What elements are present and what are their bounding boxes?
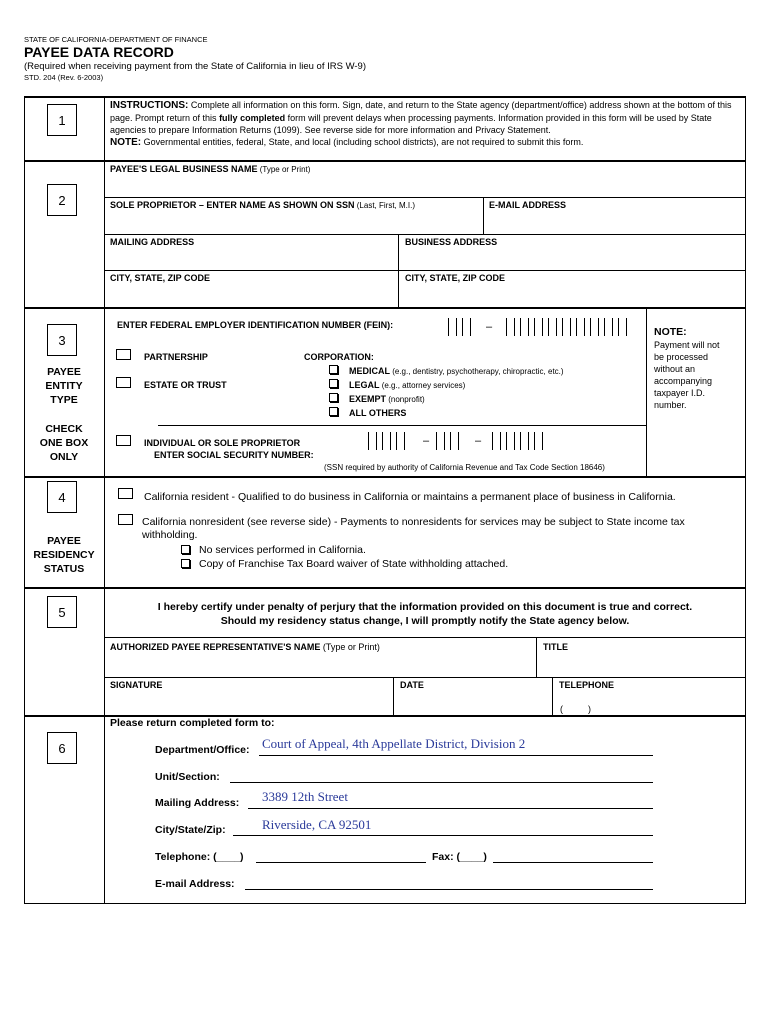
- label-line: PAYEE: [47, 535, 81, 547]
- city-state-zip-field-6[interactable]: Riverside, CA 92501: [262, 817, 372, 832]
- exempt-label: EXEMPT: [349, 394, 387, 404]
- note-line: number.: [654, 400, 687, 410]
- fax-underline: [493, 862, 653, 863]
- email-label-6: E-mail Address:: [155, 878, 235, 890]
- fein-input[interactable]: [448, 318, 628, 338]
- label-line: RESIDENCY: [33, 549, 95, 561]
- city-state-zip-label-1: CITY, STATE, ZIP CODE: [110, 273, 211, 283]
- col-divider: [398, 234, 399, 308]
- title-label: TITLE: [543, 642, 568, 652]
- department-header: STATE OF CALIFORNIA-DEPARTMENT OF FINANCE: [24, 35, 208, 44]
- instructions-bold: fully completed: [219, 113, 286, 123]
- all-others-label: ALL OTHERS: [349, 408, 407, 418]
- frame-top: [24, 96, 746, 98]
- label-line: TYPE: [50, 394, 78, 406]
- note-title: NOTE:: [654, 326, 687, 338]
- frame-bottom: [24, 903, 746, 904]
- sole-prop-label-text: SOLE PROPRIETOR – ENTER NAME AS SHOWN ON SSN: [110, 200, 355, 210]
- date-field[interactable]: [396, 692, 550, 713]
- signature-label: SIGNATURE: [110, 680, 163, 690]
- ssn-dash-2: –: [475, 435, 482, 447]
- exempt-hint: (nonprofit): [386, 395, 425, 404]
- note-text: Governmental entities, federal, State, and local (including school districts), are not required to submit this form.: [141, 137, 584, 147]
- note-line: be processed: [654, 352, 709, 362]
- department-label: Department/Office:: [155, 744, 250, 756]
- partnership-checkbox[interactable]: [116, 349, 131, 360]
- ssn-note: (SSN required by authority of California Revenue and Tax Code Section 18646): [324, 463, 605, 472]
- form-subtitle: (Required when receiving payment from the State of California in lieu of IRS W-9): [24, 61, 366, 72]
- ftb-waiver-checkbox[interactable]: [181, 559, 190, 568]
- ftb-waiver-label: Copy of Franchise Tax Board waiver of State withholding attached.: [199, 558, 509, 570]
- unit-label: Unit/Section:: [155, 771, 220, 783]
- row-divider: [104, 234, 746, 235]
- col-divider: [483, 197, 484, 234]
- estate-or-trust-label: ESTATE OR TRUST: [144, 380, 227, 390]
- legal-option: [349, 380, 465, 390]
- mailing-underline: [248, 808, 653, 809]
- mailing-address-field-6[interactable]: 3389 12th Street: [262, 789, 348, 804]
- telephone-field-6[interactable]: [256, 847, 426, 862]
- all-others-checkbox[interactable]: [329, 407, 338, 416]
- note-line: taxpayer I.D.: [654, 388, 706, 398]
- legal-label: LEGAL: [349, 380, 380, 390]
- section-3-number: 3: [47, 324, 77, 356]
- col-divider: [393, 677, 394, 715]
- col-divider: [552, 677, 553, 715]
- telephone-label-6: Telephone: (____): [155, 851, 244, 863]
- business-address-field[interactable]: [401, 249, 744, 269]
- city-state-zip-label-2: CITY, STATE, ZIP CODE: [405, 273, 506, 283]
- city-underline: [233, 835, 653, 836]
- corporation-label: CORPORATION:: [304, 352, 374, 362]
- ca-nonresident-label: [142, 516, 685, 542]
- ssn-label: ENTER SOCIAL SECURITY NUMBER:: [154, 450, 314, 460]
- fax-field[interactable]: [493, 847, 653, 862]
- fein-label: ENTER FEDERAL EMPLOYER IDENTIFICATION NUMBER (FEIN):: [117, 320, 394, 330]
- rep-name-label: [110, 642, 380, 652]
- section-3-bottom: [24, 476, 746, 478]
- medical-option: [349, 366, 564, 376]
- row-divider: [104, 637, 746, 638]
- certify-line-1: I hereby certify under penalty of perjury that the information provided on this document is true and correct.: [157, 601, 693, 613]
- frame-left: [24, 96, 25, 904]
- certify-line-2: Should my residency status change, I will promptly notify the State agency below.: [220, 615, 630, 627]
- label-line: ONLY: [49, 451, 79, 463]
- individual-label: INDIVIDUAL OR SOLE PROPRIETOR: [144, 438, 301, 448]
- section-4-bottom: [24, 587, 746, 589]
- sole-prop-field[interactable]: [106, 212, 481, 233]
- department-underline: [259, 755, 653, 756]
- fax-label: Fax: (____): [432, 851, 487, 863]
- instructions-text-b: form will prevent delays when processing payments. Information provided in this form will be used by State agencies to prepare Information Returns (1099). See reverse side for more information and Privacy Statement.: [110, 113, 712, 135]
- no-services-label: No services performed in California.: [199, 544, 366, 556]
- entity-divider: [158, 425, 646, 426]
- email-field-6[interactable]: [245, 874, 653, 889]
- email-label: E-MAIL ADDRESS: [489, 200, 567, 210]
- nonresident-line-2: withholding.: [142, 529, 198, 541]
- unit-field[interactable]: [232, 766, 652, 781]
- note-line: without an: [654, 364, 696, 374]
- rep-name-hint: (Type or Print): [320, 642, 380, 652]
- return-label: Please return completed form to:: [110, 717, 275, 729]
- rep-name-field[interactable]: [106, 654, 534, 675]
- estate-or-trust-checkbox[interactable]: [116, 377, 131, 388]
- section-1-number: 1: [47, 104, 77, 136]
- telephone-underline: [256, 862, 426, 863]
- section-2-bottom: [24, 307, 746, 309]
- legal-name-label: [110, 164, 310, 174]
- section-2-number: 2: [47, 184, 77, 216]
- payee-entity-type-label: [30, 365, 98, 407]
- individual-checkbox[interactable]: [116, 435, 131, 446]
- label-line: STATUS: [43, 563, 85, 575]
- payee-residency-status-label: [26, 534, 102, 576]
- form-title: PAYEE DATA RECORD: [24, 44, 174, 60]
- section-1-bottom: [24, 160, 746, 162]
- email-underline: [245, 889, 653, 890]
- instructions-text-a: Complete all information on this form. Sign, date, and return to the State agency (department/office) address shown at the bottom of this page. Prompt return of this: [110, 100, 732, 123]
- instructions-label: INSTRUCTIONS:: [110, 100, 189, 111]
- email-field[interactable]: [486, 212, 744, 233]
- note-line: accompanying: [654, 376, 713, 386]
- rep-name-label-text: AUTHORIZED PAYEE REPRESENTATIVE'S NAME: [110, 642, 321, 652]
- medical-hint: (e.g., dentistry, psychotherapy, chiropractic, etc.): [390, 367, 564, 376]
- ca-nonresident-checkbox[interactable]: [118, 514, 133, 525]
- form-number: STD. 204 (Rev. 6-2003): [24, 73, 104, 82]
- legal-name-field[interactable]: [106, 175, 744, 196]
- row-divider: [104, 270, 746, 271]
- label-column-divider: [104, 96, 105, 904]
- city-state-zip-label-6: City/State/Zip:: [155, 824, 226, 836]
- label-line: ENTITY: [45, 380, 83, 392]
- medical-label: MEDICAL: [349, 366, 390, 376]
- ca-resident-checkbox[interactable]: [118, 488, 133, 499]
- note-divider: [646, 309, 647, 476]
- medical-checkbox[interactable]: [329, 365, 338, 374]
- title-field[interactable]: [539, 654, 744, 675]
- frame-right: [745, 96, 746, 904]
- check-one-box-label: [30, 422, 98, 464]
- city-state-zip-field-1[interactable]: [106, 285, 396, 306]
- date-label: DATE: [400, 680, 424, 690]
- row-divider: [104, 197, 746, 198]
- note-label: NOTE:: [110, 137, 142, 148]
- partnership-label: PARTNERSHIP: [144, 352, 208, 362]
- legal-checkbox[interactable]: [329, 379, 338, 388]
- city-state-zip-field-2[interactable]: [401, 285, 744, 306]
- sole-prop-label: [110, 200, 415, 210]
- note-text: [654, 339, 720, 411]
- exempt-checkbox[interactable]: [329, 393, 338, 402]
- fein-dash: –: [486, 321, 493, 333]
- section-5-number: 5: [47, 596, 77, 628]
- signature-field[interactable]: [106, 692, 391, 713]
- label-line: ONE BOX: [39, 437, 89, 449]
- label-line: CHECK: [45, 423, 83, 435]
- ssn-dash-1: –: [423, 435, 430, 447]
- legal-name-label-text: PAYEE'S LEGAL BUSINESS NAME: [110, 164, 258, 174]
- unit-underline: [230, 782, 653, 783]
- nonresident-line-1: California nonresident (see reverse side) - Payments to nonresidents for services may be subject to State income tax: [142, 516, 685, 528]
- telephone-field[interactable]: ( ): [560, 704, 591, 714]
- section-4-number: 4: [47, 481, 77, 513]
- ca-resident-label: California resident - Qualified to do business in California or maintains a permanent place of business in California.: [144, 491, 676, 503]
- telephone-label: TELEPHONE: [559, 680, 615, 690]
- exempt-option: [349, 394, 425, 404]
- mailing-address-field[interactable]: [106, 249, 396, 269]
- row-divider: [104, 677, 746, 678]
- col-divider: [536, 637, 537, 677]
- label-line: PAYEE: [47, 366, 81, 378]
- instructions-block: [110, 99, 740, 149]
- section-6-number: 6: [47, 732, 77, 764]
- no-services-checkbox[interactable]: [181, 545, 190, 554]
- department-field[interactable]: Court of Appeal, 4th Appellate District, Division 2: [262, 736, 526, 751]
- mailing-address-label: MAILING ADDRESS: [110, 237, 195, 247]
- legal-hint: (e.g., attorney services): [379, 381, 466, 390]
- business-address-label: BUSINESS ADDRESS: [405, 237, 498, 247]
- legal-name-hint: (Type or Print): [257, 165, 311, 174]
- note-line: Payment will not: [654, 340, 720, 350]
- sole-prop-hint: (Last, First, M.I.): [354, 201, 415, 210]
- ssn-input[interactable]: [368, 432, 548, 452]
- mailing-address-label-6: Mailing Address:: [155, 797, 240, 809]
